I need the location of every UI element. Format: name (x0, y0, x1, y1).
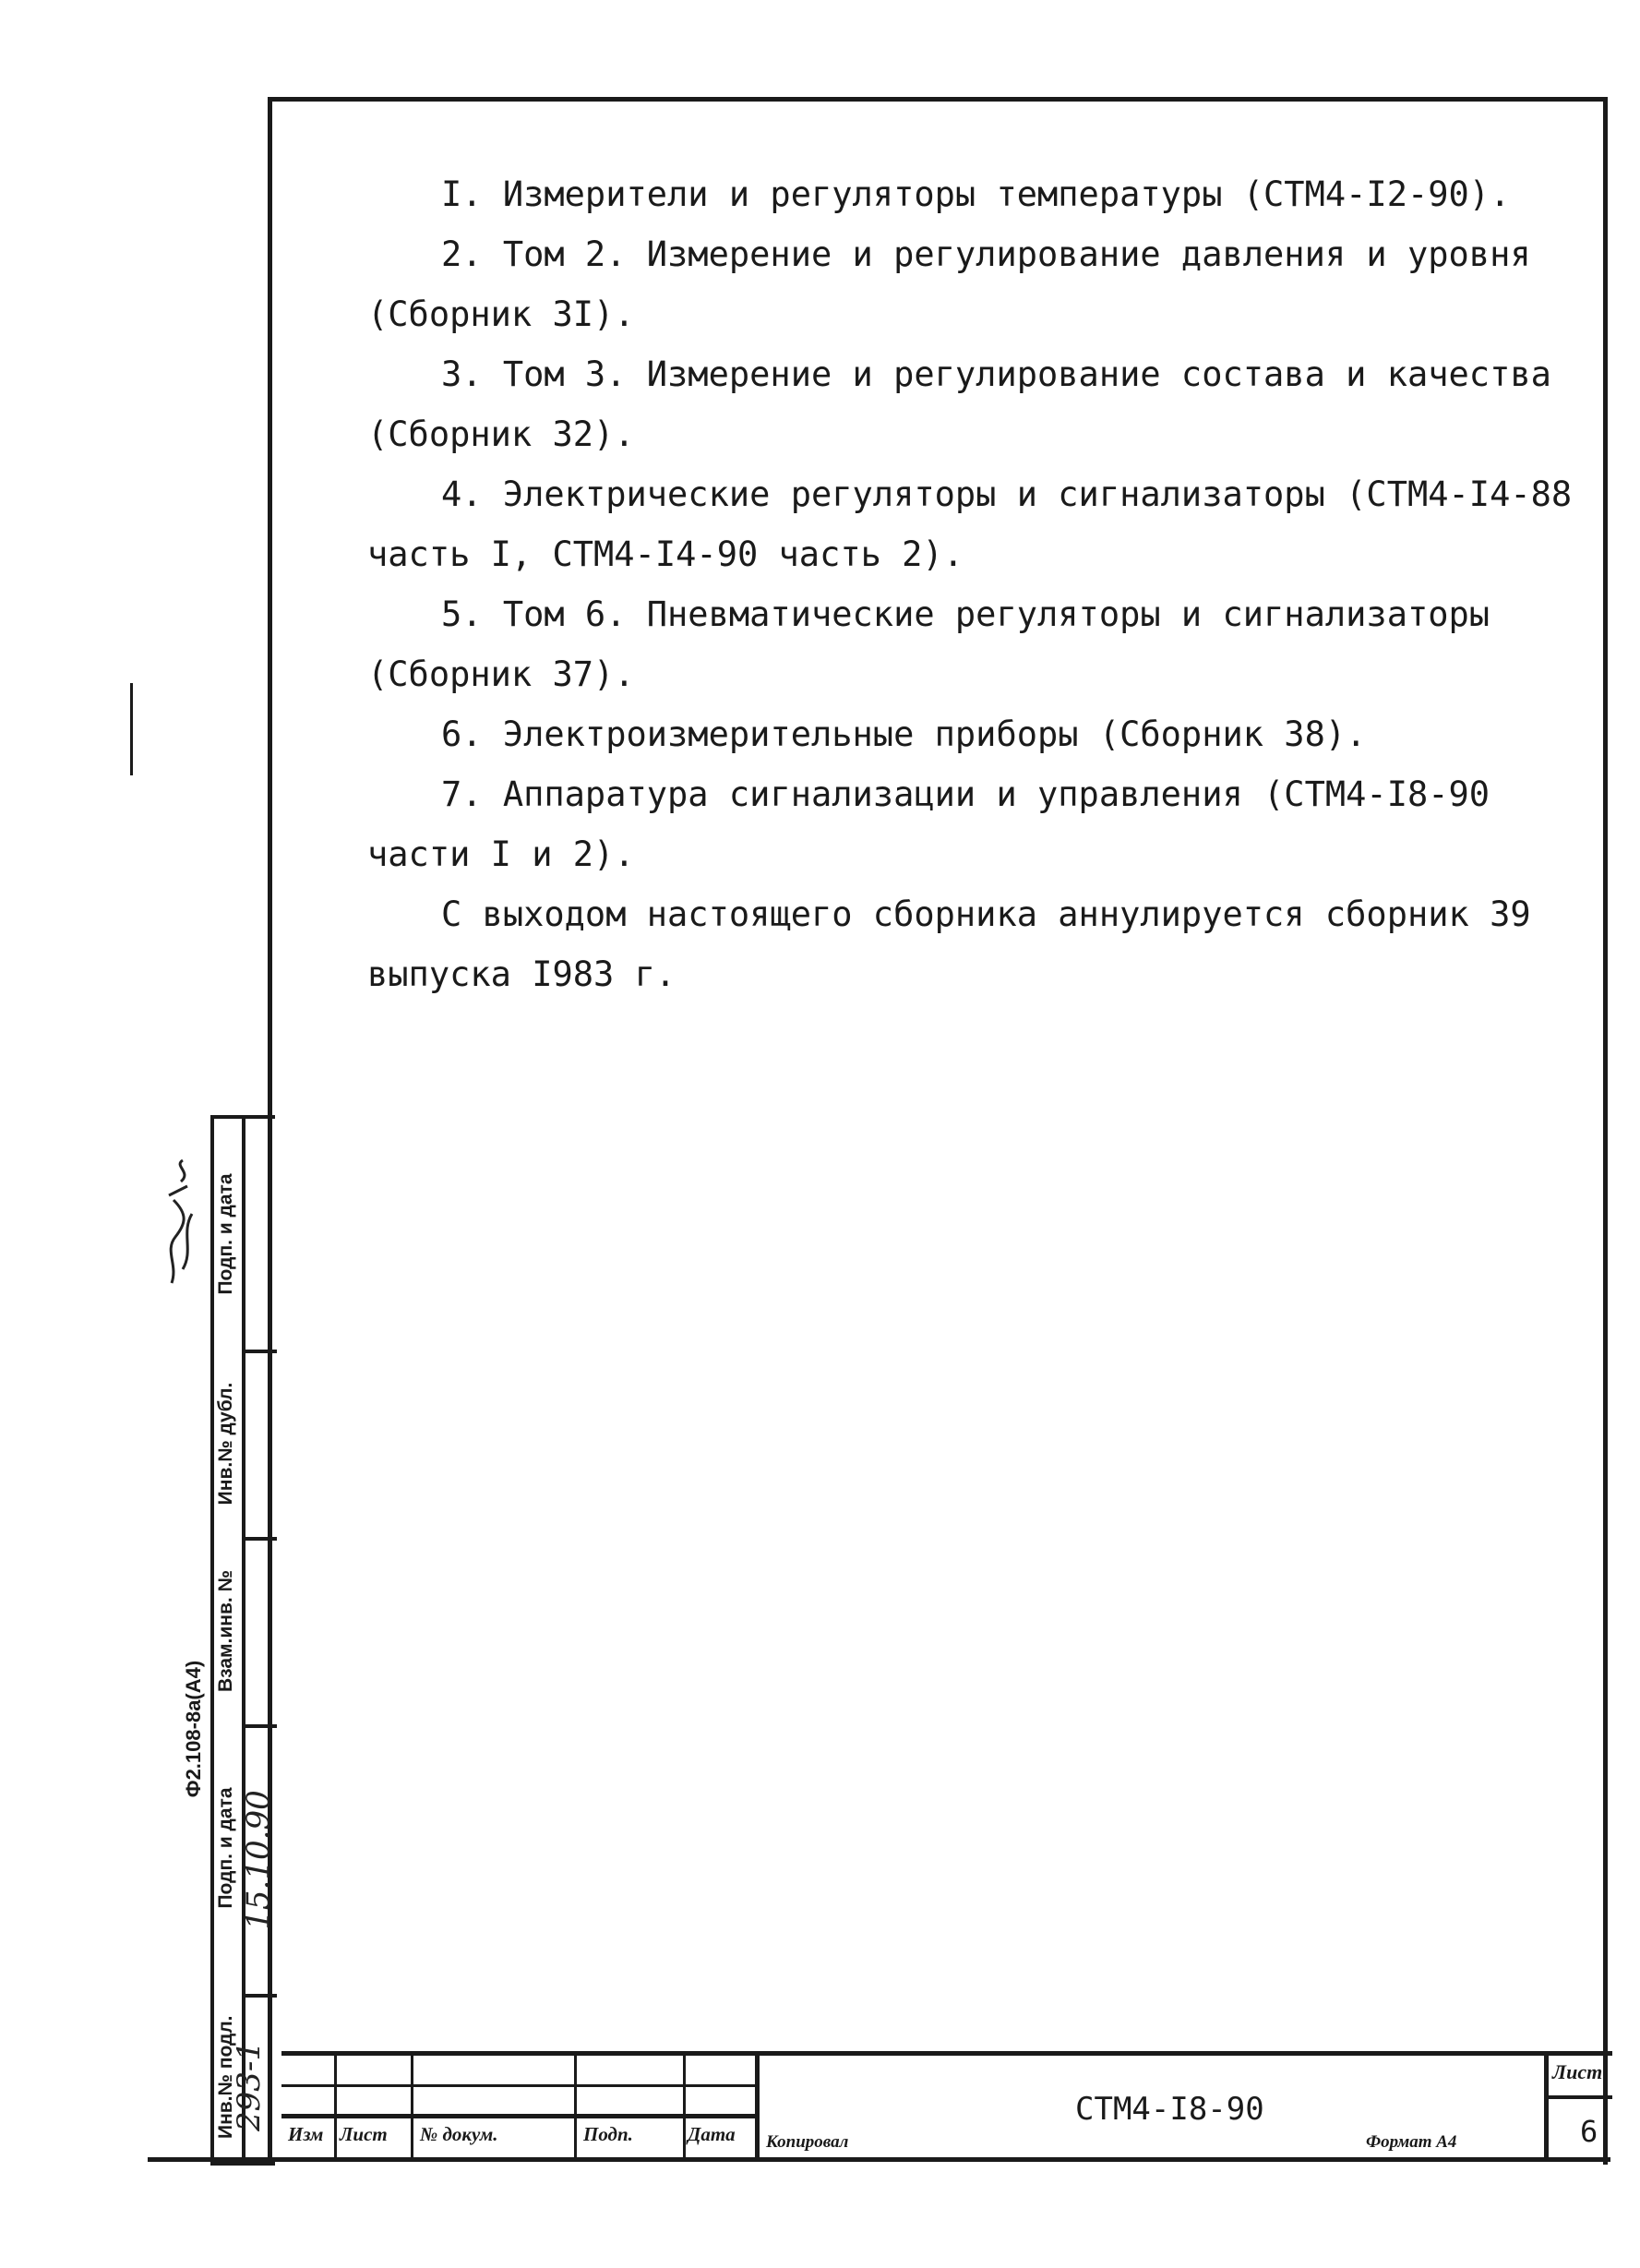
side-stamp-row-line (242, 1537, 277, 1541)
header-doc-number: № докум. (420, 2123, 498, 2145)
paragraph-3-first-line: 3. Том 3. Измерение и регулирование состава и качества (441, 354, 1551, 394)
document-code: СТМ4-I8-90 (1075, 2091, 1264, 2128)
paragraph-8-continuation: выпуска I983 г. (367, 954, 676, 994)
grid-line (755, 2051, 760, 2160)
grid-line (683, 2051, 686, 2160)
label-replace-inv: Взам.инв. № (215, 1570, 236, 1692)
paragraph-7-continuation: части I и 2). (367, 834, 635, 874)
form-code: Ф2.108-8а(А4) (182, 1660, 205, 1798)
paragraph-1-first-line: I. Измерители и регуляторы температуры (СТМ4-I2-90). (441, 174, 1511, 214)
handwritten-signature (155, 1158, 210, 1288)
grid-line (1544, 2095, 1612, 2099)
paragraph-4-first-line: 4. Электрические регуляторы и сигнализаторы (СТМ4-I4-88 (441, 474, 1573, 514)
label-sign-date-1: Подп. и дата (215, 1787, 236, 1909)
header-sheet: Лист (340, 2123, 388, 2145)
paragraph-8-first-line: С выходом настоящего сборника аннулируется сборник 39 (441, 894, 1531, 934)
side-stamp-row-line (242, 1724, 277, 1728)
header-date: Дата (688, 2123, 736, 2145)
handwritten-inventory-number: 293-1 (231, 2041, 268, 2132)
document-body (367, 164, 1573, 1004)
grid-line (281, 2114, 755, 2118)
label-inv-original: Инв.№ подл. (215, 2015, 236, 2139)
grid-line (574, 2051, 577, 2160)
grid-line (1544, 2051, 1549, 2160)
header-signature: Подп. (583, 2123, 633, 2145)
paragraph-5-first-line: 5. Том 6. Пневматические регуляторы и сигнализаторы (441, 594, 1490, 634)
side-stamp-row-line (242, 1350, 277, 1353)
label-sign-date-2: Подп. и дата (215, 1173, 236, 1295)
paragraph-2-first-line: 2. Том 2. Измерение и регулирование давления и уровня (441, 234, 1531, 274)
side-stamp-row-line (242, 1994, 277, 1998)
sheet-number: 6 (1580, 2114, 1598, 2149)
label-inv-duplicate: Инв.№ дубл. (215, 1382, 236, 1506)
header-change: Изм (288, 2123, 324, 2145)
side-stamp-divider (242, 1115, 245, 2166)
paragraph-4-continuation: часть I, СТМ4-I4-90 часть 2). (367, 534, 964, 574)
grid-line (281, 2084, 755, 2087)
paragraph-2-continuation: (Сборник 3I). (367, 294, 635, 334)
grid-line (334, 2051, 337, 2160)
format-label: Формат А4 (1366, 2132, 1457, 2152)
copied-by-label: Копировал (766, 2132, 849, 2152)
margin-tick (130, 683, 133, 775)
paragraph-7-first-line: 7. Аппаратура сигнализации и управления (СТМ4-I8-90 (441, 774, 1490, 814)
paragraph-3-continuation: (Сборник 32). (367, 414, 635, 454)
paragraph-6-first-line: 6. Электроизмерительные приборы (Сборник 38). (441, 714, 1367, 754)
handwritten-date: 15.10.90 (240, 1790, 277, 1930)
grid-line (411, 2051, 413, 2160)
sheet-label: Лист (1552, 2060, 1603, 2083)
paragraph-5-continuation: (Сборник 37). (367, 654, 635, 694)
